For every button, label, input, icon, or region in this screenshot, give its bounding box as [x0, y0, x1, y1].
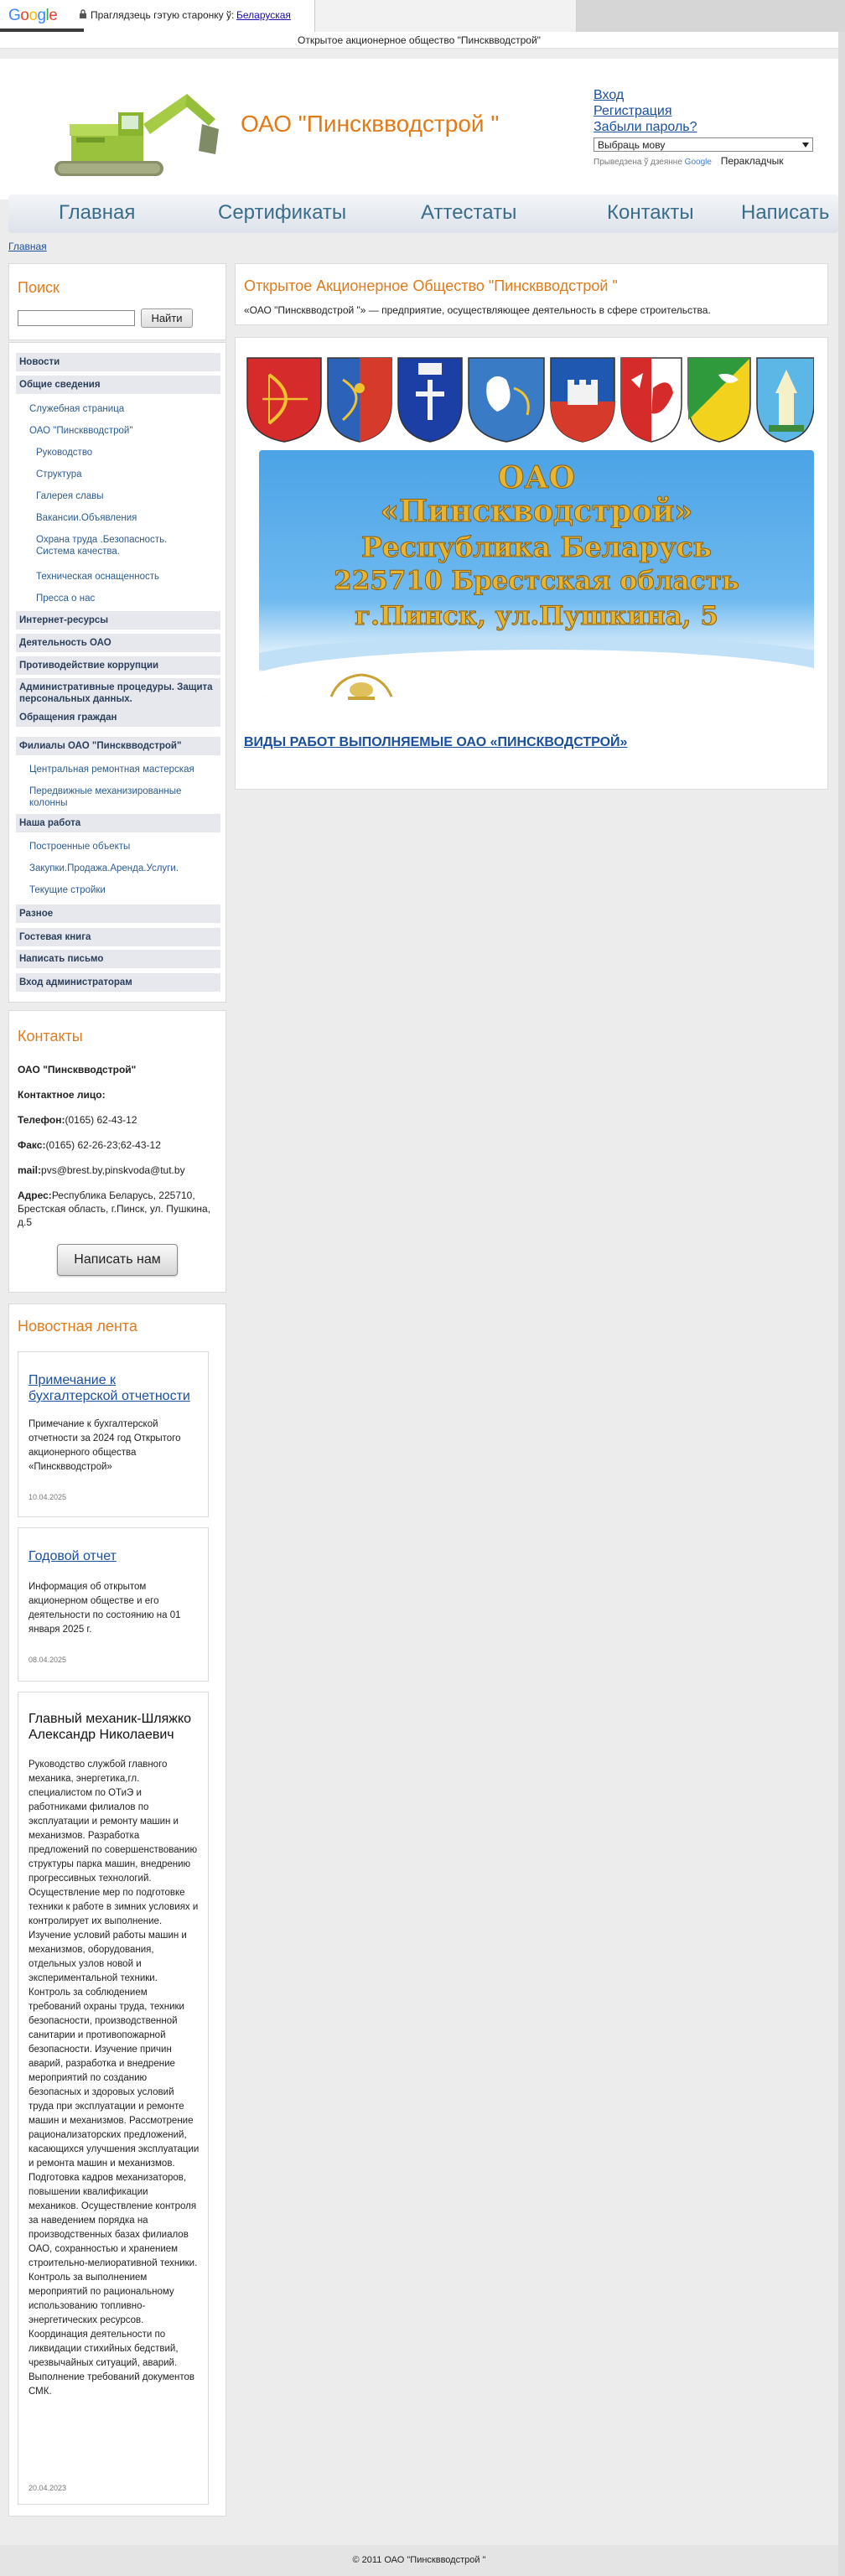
company-banner	[259, 450, 814, 700]
translate-panel-extension	[315, 0, 577, 32]
menu-section-item[interactable]: Новости	[16, 353, 220, 371]
main-nav	[8, 194, 838, 233]
powered-by	[594, 155, 820, 167]
nav-home[interactable]: Главная	[59, 201, 136, 224]
menu-sub-item[interactable]: Закупки.Продажа.Аренда.Услуги.	[29, 863, 179, 873]
google-translate-bar	[0, 0, 845, 32]
menu-sub-item[interactable]: Техническая оснащенность	[36, 572, 160, 582]
nav-contacts[interactable]: Контакты	[607, 201, 694, 224]
menu-section-item[interactable]: Обращения граждан	[16, 708, 220, 727]
menu-sub-item[interactable]: Построенные объекты	[29, 842, 131, 852]
contact-phone: Телефон:(0165) 62-43-12	[18, 1114, 137, 1126]
sidebar-menu	[8, 342, 226, 1003]
language-select[interactable]	[594, 137, 813, 152]
laurel-emblem	[323, 671, 400, 700]
site-header	[0, 59, 838, 200]
menu-section-item[interactable]: Вход администраторам	[16, 973, 220, 992]
menu-section-item[interactable]: Противодействие коррупции	[16, 656, 220, 675]
menu-sub-item[interactable]: Текущие стройки	[29, 885, 106, 895]
login-link[interactable]: Вход	[594, 88, 625, 102]
menu-section-item[interactable]: Интернет-ресурсы	[16, 611, 220, 630]
menu-sub-item[interactable]: Галерея славы	[36, 491, 104, 501]
google-brand: Google	[684, 158, 712, 167]
contact-address: Адрес:Республика Беларусь, 225710, Брестская область, г.Пинск, ул. Пушкина, д.5	[18, 1190, 211, 1228]
news-item-body: Примечание к бухгалтерской отчетности за 2024 год Открытого акционерного общества «Пинсквводстрой»	[29, 1419, 181, 1472]
menu-sub-item[interactable]: Передвижные механизированные колонны	[29, 786, 182, 808]
lock-icon	[79, 9, 87, 18]
language-select-value: Выбраць мову	[598, 138, 666, 151]
excavator-logo	[46, 74, 222, 183]
translate-link[interactable]: Перакладчык	[720, 155, 784, 167]
menu-section-item[interactable]: Филиалы ОАО "Пинсквводстрой"	[16, 737, 220, 755]
menu-section-item[interactable]: Общие сведения	[16, 376, 220, 394]
news-item-body: Информация об открытом акционерном обществе и его деятельности по состоянию на 01 января 2025 г.	[29, 1582, 181, 1635]
nav-write[interactable]: Написать	[741, 201, 830, 224]
slogan-bar: Открытое акционерное общество "Пинсквводстрой"	[0, 32, 838, 49]
menu-section-item[interactable]: Написать письмо	[16, 950, 220, 968]
search-box	[8, 263, 226, 340]
translate-panel	[0, 0, 315, 32]
breadcrumb[interactable]: Главная	[8, 241, 47, 252]
banner-line: Республика Беларусь	[360, 531, 713, 563]
menu-section-item[interactable]: Гостевая книга	[16, 928, 220, 946]
coats-of-arms-image	[244, 355, 814, 443]
forgot-password-link[interactable]: Забыли пароль?	[594, 120, 697, 134]
works-types-link[interactable]: ВИДЫ РАБОТ ВЫПОЛНЯЕМЫЕ ОАО «ПИНСКВОДСТРОЙ»	[244, 735, 628, 749]
translate-language-link[interactable]: Беларуская	[236, 9, 291, 21]
menu-sub-item[interactable]: Руководство	[36, 448, 93, 458]
search-button[interactable]: Найти	[141, 308, 193, 328]
page-title: Открытое Акционерное Общество "Пинсквводстрой "	[244, 277, 618, 294]
menu-sub-item[interactable]: Центральная ремонтная мастерская	[29, 765, 194, 775]
news-item-date: 10.04.2025	[29, 1493, 67, 1501]
write-us-button[interactable]: Написать нам	[57, 1244, 178, 1276]
news-item-title[interactable]: Годовой отчет	[29, 1549, 117, 1563]
banner-line: ОАО	[497, 460, 576, 495]
menu-sub-item[interactable]: Пресса о нас	[36, 593, 96, 604]
menu-section-item[interactable]: Разное	[16, 904, 220, 923]
menu-section-item[interactable]: Деятельность ОАО	[16, 634, 220, 652]
news-title: Новостная лента	[18, 1318, 137, 1335]
contact-fax: Факс:(0165) 62-26-23;62-43-12	[18, 1139, 161, 1151]
menu-sub-item[interactable]: Вакансии.Объявления	[36, 513, 137, 523]
news-item-date: 20.04.2023	[29, 2484, 67, 2492]
nav-certificates[interactable]: Сертификаты	[218, 201, 347, 224]
menu-sub-item[interactable]: Служебная страница	[29, 404, 125, 414]
right-page-shadow	[838, 32, 845, 2576]
search-title: Поиск	[18, 279, 60, 296]
nav-attestations[interactable]: Аттестаты	[421, 201, 517, 224]
footer: © 2011 ОАО "Пинсквводстрой "	[0, 2545, 838, 2576]
news-item-title[interactable]: Примечание к бухгалтерской отчетности	[29, 1373, 190, 1403]
site-title: ОАО "Пинсквводстрой "	[241, 111, 500, 137]
chevron-down-icon	[802, 143, 809, 148]
google-logo: Google	[8, 7, 58, 24]
contact-company: ОАО "Пинсквводстрой"	[18, 1064, 137, 1075]
contact-mail: mail:pvs@brest.by,pinskvoda@tut.by	[18, 1164, 185, 1176]
register-link[interactable]: Регистрация	[594, 104, 672, 118]
contact-person-label: Контактное лицо:	[18, 1089, 106, 1101]
news-item-date: 08.04.2025	[29, 1656, 67, 1664]
news-item-body: Руководство службой главного механика, энергетика,гл. специалистом по ОТиЭ и работниками филиалов по эксплуатации и ремонту машин и механизмов. Разработка предложений по совершенствованию структуры парка машин, внедрению прогрессивных технологий. Осуществление мер по подготовке техники к работе в зимних условиях и контролирует их выполнение. Изучение условий работы машин и механизмов, оборудования, отдельных узлов новой и экспериментальной техники. Контроль за соблюдением требований охраны труда, техники безопасности, производственной санитарии и противопожарной безопасности. Изучение причин аварий, разработка и внедрение мероприятий по созданию безопасных и здоровых условий труда при эксплуатации и ремонте машин и механизмов. Рассмотрение рационализаторских предложений, касающихся улучшения эксплуатации и ремонта машин и механизмов. Подготовка кадров механизаторов, повышении квалификации механиков. Осуществление контроля за наведением порядка на производственных базах филиалов ОАО, сохранностью и хранением строительно-мелиоративной техники. Контроль за выполнением мероприятий по рациональному использованию топливно-энергетических ресурсов. Координация деятельности по ликвидации стихийных бедствий, чрезвычайных ситуаций, аварий. Выполнение требований документов СМК.	[29, 1760, 200, 2397]
powered-by-text: Прыведзена ў дзеянне	[594, 158, 682, 167]
menu-section-item[interactable]: Административные процедуры. Защита персональных данных.	[16, 678, 220, 708]
banner-line: г.Пинск, ул.Пушкина, 5	[355, 601, 718, 631]
login-box	[594, 87, 820, 167]
menu-sub-item[interactable]: Охрана труда .Безопасность. Система качества.	[36, 535, 168, 557]
translate-prompt: Праглядзець гэтую старонку ў:	[91, 9, 235, 21]
news-feed	[8, 1304, 226, 2516]
search-input[interactable]	[18, 310, 135, 326]
contacts-box	[8, 1010, 226, 1293]
contacts-title: Контакты	[18, 1028, 83, 1044]
news-item-title: Главный механик-Шляжко Александр Николаевич	[29, 1712, 192, 1742]
menu-section-item[interactable]: Наша работа	[16, 814, 220, 832]
banner-line: 225710 Брестская область	[334, 566, 739, 596]
news-item	[18, 1527, 209, 1682]
news-item	[18, 1351, 209, 1517]
intro-text: «ОАО "Пинсквводстрой "» — предприятие, осуществляющее деятельность в сфере строительства.	[244, 304, 711, 316]
main-content	[235, 337, 828, 790]
menu-sub-item[interactable]: ОАО "Пинсквводстрой"	[29, 426, 133, 436]
menu-sub-item[interactable]: Структура	[36, 469, 82, 479]
banner-line: «Пинскводстрой»	[380, 494, 693, 529]
intro-box	[235, 263, 828, 325]
news-item	[18, 1692, 209, 2505]
